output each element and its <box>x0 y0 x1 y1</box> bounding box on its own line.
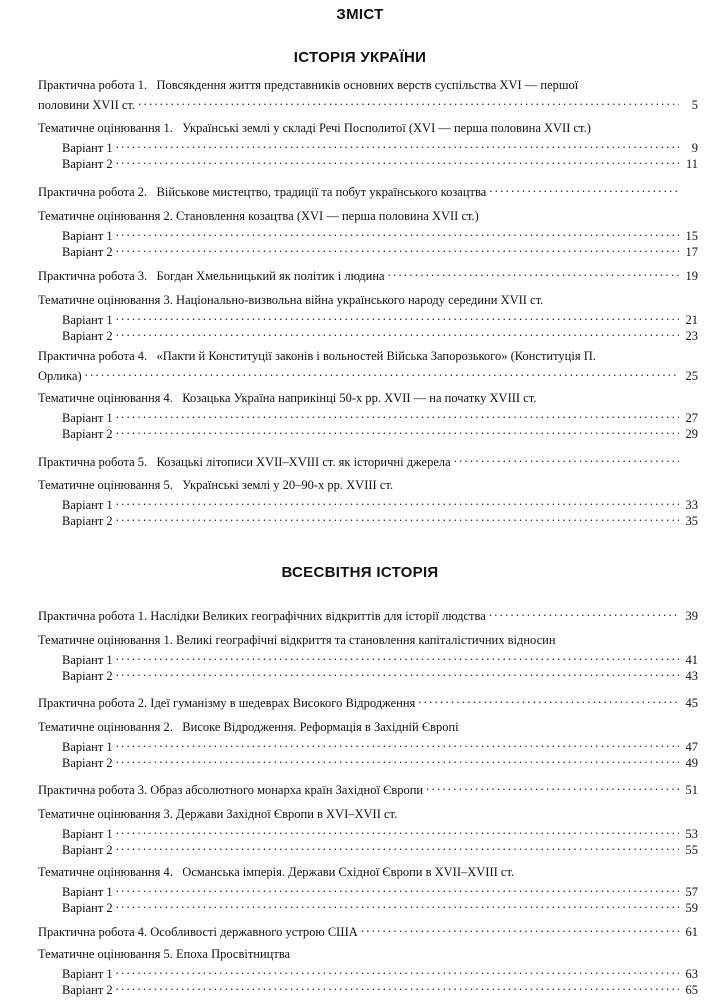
variant-label: Варіант 2 <box>62 329 113 343</box>
entry-label: Тематичне оцінювання 4. <box>38 391 173 405</box>
dot-leader <box>116 509 679 525</box>
dot-leader <box>116 880 679 896</box>
variant-label: Варіант 2 <box>62 983 113 997</box>
page-number: 59 <box>685 901 698 915</box>
dot-leader <box>361 920 679 936</box>
toc-entry[interactable] <box>38 292 698 343</box>
entry-text: Козацька Україна наприкінці 50-х рр. XVII — на початку XVIII ст. <box>182 391 537 405</box>
variant-label: Варіант 2 <box>62 901 113 915</box>
dot-leader <box>116 962 679 978</box>
entry-label: Практична робота 3. <box>38 269 148 283</box>
page-number: 5 <box>691 98 698 112</box>
toc-entry[interactable] <box>38 77 698 112</box>
entry-label: Практична робота 2. <box>38 185 148 199</box>
dot-leader <box>116 324 679 340</box>
dot-leader <box>116 224 679 240</box>
variant-label: Варіант 1 <box>62 313 113 327</box>
entry-text: Епоха Просвітництва <box>176 947 291 961</box>
dot-leader <box>116 152 679 168</box>
variant-label: Варіант 1 <box>62 827 113 841</box>
toc-entry[interactable] <box>38 920 698 939</box>
page-number: 55 <box>685 843 698 857</box>
page-number: 15 <box>685 229 698 243</box>
page-number: 41 <box>685 653 698 667</box>
entry-text: Військове мистецтво, традиції та побут українського козацтва <box>156 185 487 199</box>
dot-leader <box>116 648 679 664</box>
dot-leader <box>116 422 679 438</box>
dot-leader <box>489 180 679 196</box>
entry-text: Ідеї гуманізму в шедеврах Високого Відродження <box>150 696 416 710</box>
dot-leader <box>116 735 679 751</box>
page-number: 19 <box>685 269 698 283</box>
toc-entry[interactable] <box>38 719 698 770</box>
page-number: 45 <box>685 696 698 710</box>
dot-leader <box>489 604 679 620</box>
entry-text: Становлення козацтва (XVI — перша половина XVII ст.) <box>176 209 479 223</box>
entry-text: Богдан Хмельницький як політик і людина <box>156 269 385 283</box>
variant-label: Варіант 1 <box>62 141 113 155</box>
page-number: 29 <box>685 427 698 441</box>
entry-label: Тематичне оцінювання 5. <box>38 478 173 492</box>
entry-label: Практична робота 1. <box>38 609 148 623</box>
toc-entry[interactable] <box>38 691 698 710</box>
dot-leader <box>454 450 679 466</box>
variant-label: Варіант 1 <box>62 229 113 243</box>
variant-label: Варіант 1 <box>62 498 113 512</box>
toc-entry[interactable] <box>38 120 698 171</box>
dot-leader <box>116 493 679 509</box>
dot-leader <box>116 308 679 324</box>
page-number: 25 <box>685 369 698 383</box>
entry-text: Українські землі у складі Речі Посполитої (XVI — перша половина XVII ст.) <box>182 121 591 135</box>
dot-leader <box>116 406 679 422</box>
page-title: ЗМІСТ <box>336 6 384 23</box>
page-number: 11 <box>685 157 698 171</box>
entry-label: Тематичне оцінювання 5. <box>38 947 173 961</box>
variant-label: Варіант 2 <box>62 157 113 171</box>
page-number: 51 <box>685 783 698 797</box>
entry-text: Великі географічні відкриття та становлення капіталістичних відносин <box>176 633 556 647</box>
page-number: 63 <box>685 967 698 981</box>
dot-leader <box>116 822 679 838</box>
entry-text-continued: половини XVII ст. <box>38 98 136 112</box>
toc-entry[interactable] <box>38 264 698 283</box>
page-number: 61 <box>685 925 698 939</box>
entry-text: Повсякдення життя представників основних верств суспільства XVI — першої <box>156 78 579 92</box>
entry-text: Особливості державного устрою США <box>150 925 358 939</box>
entry-label: Практична робота 4. <box>38 925 148 939</box>
entry-text: Українські землі у 20–90-х рр. XVIII ст. <box>182 478 394 492</box>
dot-leader <box>116 838 679 854</box>
section-title-ukraine: ІСТОРІЯ УКРАЇНИ <box>293 49 427 66</box>
dot-leader <box>116 136 679 152</box>
variant-label: Варіант 2 <box>62 843 113 857</box>
entry-text: Держави Західної Європи в XVI–XVII ст. <box>176 807 398 821</box>
dot-leader <box>418 691 679 707</box>
page-number: 27 <box>685 411 698 425</box>
entry-text: Національно-визвольна війна українського народу середини XVII ст. <box>176 293 544 307</box>
page-number: 65 <box>685 983 698 997</box>
variant-label: Варіант 1 <box>62 740 113 754</box>
variant-label: Варіант 1 <box>62 411 113 425</box>
entry-label: Практична робота 1. <box>38 78 148 92</box>
toc-entry[interactable] <box>38 450 698 469</box>
entry-label: Практична робота 3. <box>38 783 148 797</box>
dot-leader <box>138 93 679 109</box>
page-number: 23 <box>685 329 698 343</box>
page-number: 17 <box>685 245 698 259</box>
dot-leader <box>116 751 679 767</box>
entry-text-continued: Орлика) <box>38 369 82 383</box>
toc-entry[interactable] <box>38 778 698 797</box>
entry-label: Тематичне оцінювання 1. <box>38 121 173 135</box>
entry-label: Тематичне оцінювання 1. <box>38 633 173 647</box>
toc-entry[interactable] <box>38 946 698 997</box>
entry-label: Практична робота 5. <box>38 455 148 469</box>
dot-leader <box>85 364 679 380</box>
toc-entry[interactable] <box>38 477 698 528</box>
variant-label: Варіант 2 <box>62 514 113 528</box>
variant-label: Варіант 2 <box>62 669 113 683</box>
dot-leader <box>426 778 679 794</box>
page-number: 43 <box>685 669 698 683</box>
page-number: 35 <box>685 514 698 528</box>
entry-label: Тематичне оцінювання 2. <box>38 720 173 734</box>
entry-text: Козацькі літописи XVII–XVIII ст. як історичні джерела <box>156 455 451 469</box>
entry-label: Тематичне оцінювання 4. <box>38 865 173 879</box>
section-title-world: ВСЕСВІТНЯ ІСТОРІЯ <box>281 564 439 581</box>
variant-label: Варіант 1 <box>62 653 113 667</box>
variant-label: Варіант 2 <box>62 427 113 441</box>
variant-label: Варіант 1 <box>62 967 113 981</box>
page-number: 57 <box>685 885 698 899</box>
toc-entry[interactable] <box>38 348 698 383</box>
entry-text: Високе Відродження. Реформація в Західній Європі <box>182 720 459 734</box>
dot-leader <box>116 240 679 256</box>
variant-label: Варіант 2 <box>62 245 113 259</box>
dot-leader <box>116 896 679 912</box>
page-number: 33 <box>685 498 698 512</box>
entry-label: Тематичне оцінювання 2. <box>38 209 173 223</box>
variant-label: Варіант 1 <box>62 885 113 899</box>
entry-text: Образ абсолютного монарха країн Західної Європи <box>150 783 424 797</box>
entry-label: Тематичне оцінювання 3. <box>38 807 173 821</box>
page-number: 9 <box>691 141 698 155</box>
page-number: 21 <box>685 313 698 327</box>
page-number: 39 <box>685 609 698 623</box>
toc-entry[interactable] <box>38 632 698 683</box>
dot-leader <box>116 664 679 680</box>
toc-entry[interactable] <box>38 806 698 857</box>
entry-text: «Пакти й Конституції законів і вольностей Війська Запорозького» (Конституція П. <box>156 349 596 363</box>
toc-entry[interactable] <box>38 180 698 199</box>
variant-label: Варіант 2 <box>62 756 113 770</box>
entry-text: Наслідки Великих географічних відкриттів для історії людства <box>150 609 486 623</box>
toc-entry[interactable] <box>38 390 698 441</box>
page-number: 47 <box>685 740 698 754</box>
toc-entry[interactable] <box>38 864 698 915</box>
page-number: 49 <box>685 756 698 770</box>
dot-leader <box>116 978 679 994</box>
entry-label: Тематичне оцінювання 3. <box>38 293 173 307</box>
entry-label: Практична робота 4. <box>38 349 148 363</box>
toc-entry[interactable] <box>38 604 698 623</box>
toc-entry[interactable] <box>38 208 698 259</box>
entry-text: Османська імперія. Держави Східної Європи в XVII–XVIII ст. <box>182 865 515 879</box>
dot-leader <box>388 264 679 280</box>
entry-label: Практична робота 2. <box>38 696 148 710</box>
page-number: 53 <box>685 827 698 841</box>
